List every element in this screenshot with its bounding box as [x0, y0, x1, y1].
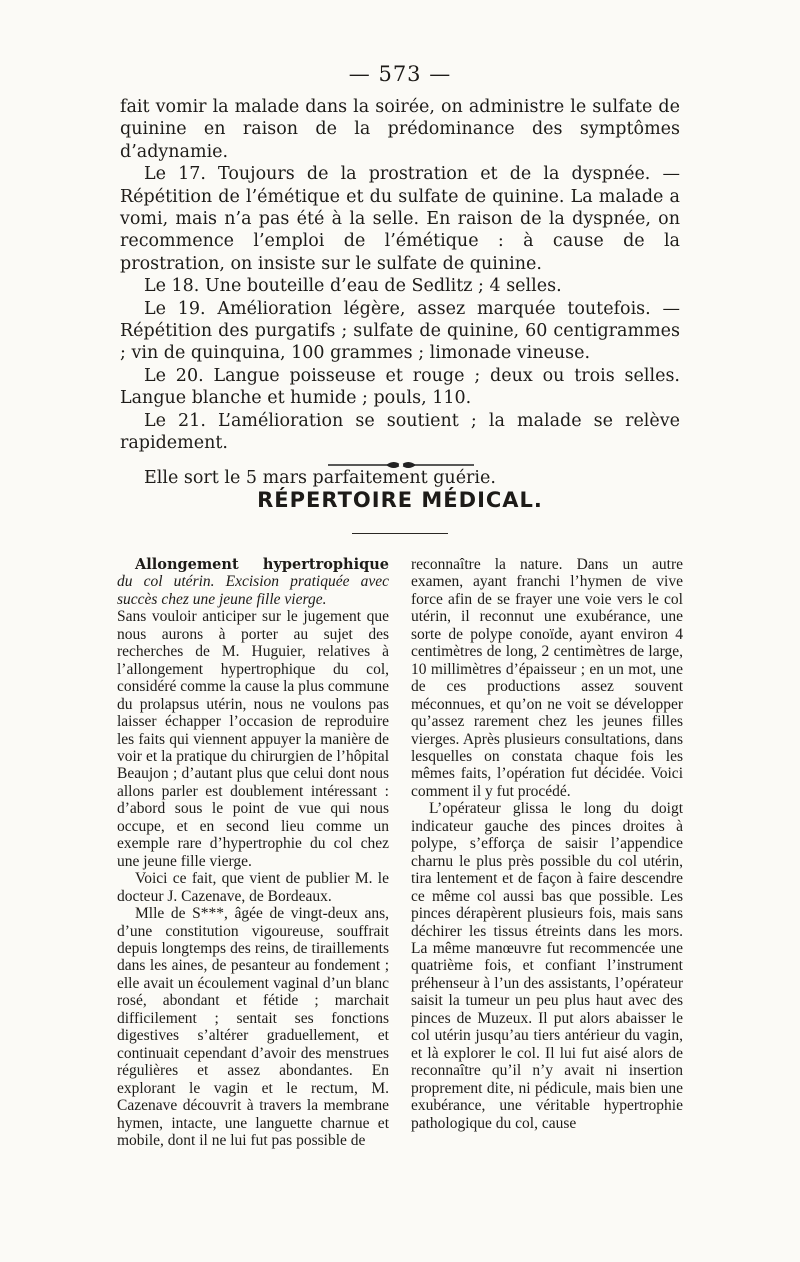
paragraph: Sans vouloir anticiper sur le jugement que nous aurons à porter au sujet des recherches de M. Huguier, relatives à l’allongement hypertrophique du col, considéré comme la cause la plus commune du prolapsus utérin, nous ne voulons pas laisser échapper l’occasion de reproduire les faits qui viennent appuyer la manière de voir et la pratique du chirurgien de l’hôpital Beaujon ; d’autant plus que celui dont nous allons parler est doublement intéressant : d’abord sous le point de vue qui nous occupe, et en second lieu comme un exemple rare d’hypertrophie du col chez une jeune fille vierge. — [117, 608, 390, 870]
article-subtitle: du col utérin. Excision pratiquée avec succès chez une jeune fille vierge. — [117, 573, 389, 608]
paragraph: Voici ce fait, que vient de publier M. le docteur J. Cazenave, de Bordeaux. — [117, 870, 389, 905]
paragraph: Le 18. Une bouteille d’eau de Sedlitz ; 4 selles. — [144, 276, 562, 297]
left-column — [117, 556, 389, 1149]
paragraph: Le 19. Amélioration légère, assez marquée toutefois. — Répétition des purgatifs ; sulfate de quinine, 60 centigrammes ; vin de quinquina, 100 grammes ; limonade vineuse. — [120, 298, 680, 364]
section-heading: RÉPERTOIRE MÉDICAL. — [257, 488, 543, 512]
paragraph: Le 20. Langue poisseuse et rouge ; deux ou trois selles. Langue blanche et humide ; pouls, 110. — [120, 365, 680, 409]
paragraph: Le 17. Toujours de la prostration et de la dyspnée. — Répétition de l’émétique et du sulfate de quinine. La malade a vomi, mais n’a pas été à la selle. En raison de la dyspnée, on recommence l’emploi de l’émétique : à cause de la prostration, on insiste sur le sulfate de quinine. — [120, 164, 680, 274]
paragraph: Le 21. L’amélioration se soutient ; la malade se relève rapidement. — [120, 410, 680, 454]
paragraph: L’opérateur glissa le long du doigt indicateur gauche des pinces droites à polype, s’efforça de saisir l’appendice charnu le plus près possible du col utérin, tira lentement et de façon à faire descendre ce même col aussi bas que possible. Les pinces dérapèrent plusieurs fois, mais sans déchirer les tissus étreints dans les mors. La même manœuvre fut recommencée une quatrième fois, et confiant l’instrument préhenseur à l’un des assistants, l’opérateur saisit la tumeur un peu plus haut avec des pinces de Muzeux. Il put alors abaisser le col utérin jusqu’au tiers antérieur du vagin, et là explorer le col. Il lui fut aisé alors de reconnaître qu’il n’y avait ni insertion proprement dite, ni pédicule, mais bien une exubérance, une véritable hypertrophie pathologique du col, cause — [411, 800, 683, 1132]
article-title: Allongement hypertrophique — [135, 556, 389, 573]
case-report-text — [120, 96, 680, 489]
heading-rule — [352, 533, 448, 534]
page-number: — 573 — — [348, 62, 452, 86]
paragraph: fait vomir la malade dans la soirée, on administre le sulfate de quinine en raison de la prédominance des symptômes d’adynamie. — [120, 97, 680, 162]
article-lead — [117, 556, 389, 608]
closing-line: Elle sort le 5 mars parfaitement guérie. — [144, 467, 496, 488]
ornament-divider — [328, 458, 474, 472]
right-column — [411, 556, 683, 1132]
paragraph: Mlle de S***, âgée de vingt-deux ans, d’une constitution vigoureuse, souffrait depuis longtemps des reins, de tiraillements dans les aines, de pesanteur au fondement ; elle avait un écoulement vaginal d’un blanc rosé, abondant et fétide ; marchait difficilement ; sentait ses fonctions digestives s’altérer graduellement, et continuait cependant d’avoir des menstrues régulières et assez abondantes. En explorant le vagin et le rectum, M. Cazenave découvrit à travers la membrane hymen, intacte, une languette charnue et mobile, dont il ne lui fut pas possible de — [117, 905, 389, 1149]
paragraph: reconnaître la nature. Dans un autre examen, ayant franchi l’hymen de vive force afin de se frayer une voie vers le col utérin, il reconnut une exubérance, une sorte de polype conoïde, ayant environ 4 centimètres de long, 2 centimètres de large, 10 millimètres d’épaisseur ; en un mot, une de ces productions assez souvent méconnues, et qu’on ne voit se développer qu’assez rarement chez les jeunes filles vierges. Après plusieurs consultations, dans lesquelles on constata chaque fois les mêmes faits, l’opération fut décidée. Voici comment il y fut procédé. — [411, 556, 683, 800]
